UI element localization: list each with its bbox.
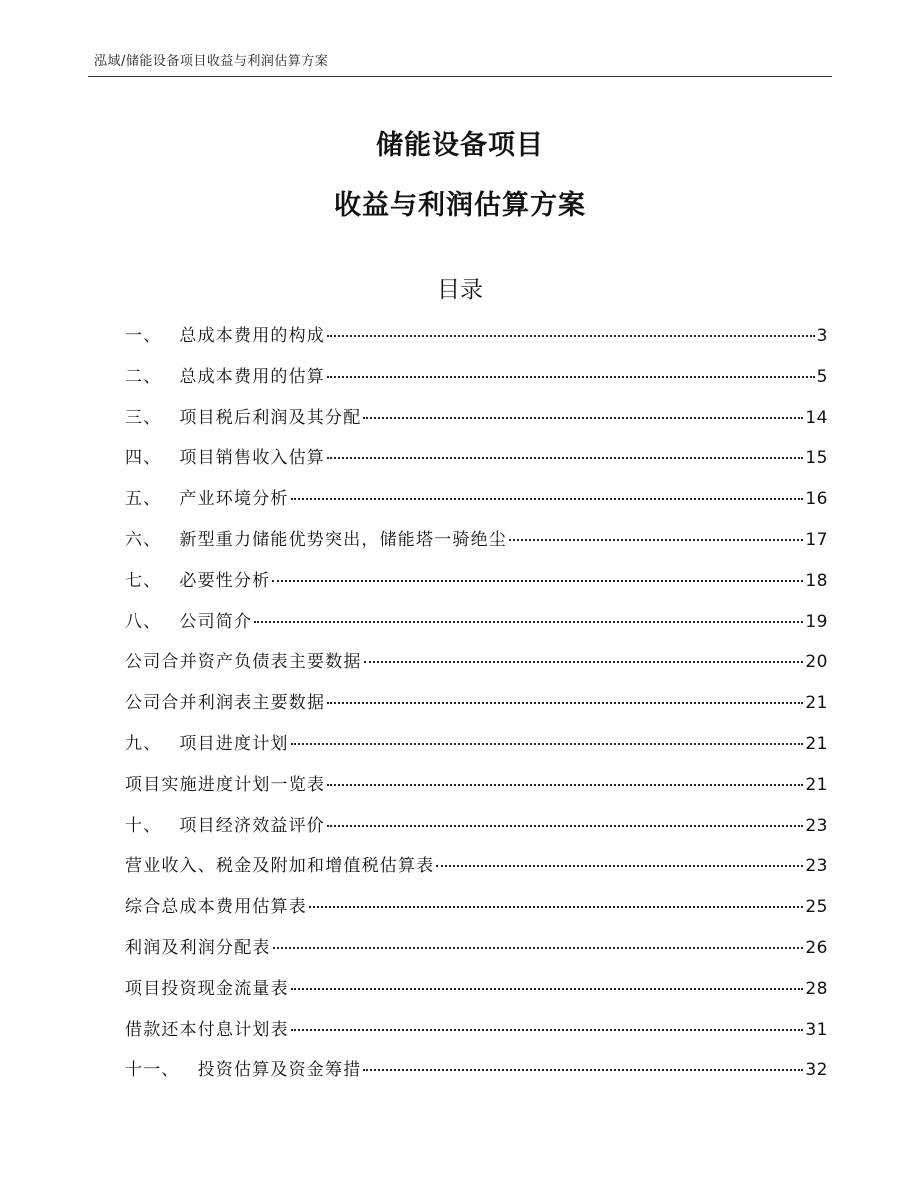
toc-entry-number: 三、 (125, 407, 162, 428)
toc-entry[interactable] (125, 688, 828, 729)
toc-dot-leader (291, 1029, 804, 1031)
toc-entry[interactable] (125, 443, 828, 484)
toc-entry-title: 公司简介 (179, 611, 253, 632)
toc-entry-title: 项目销售收入估算 (179, 448, 326, 469)
toc-dot-leader (309, 906, 803, 908)
table-of-contents (125, 321, 828, 1096)
toc-entry-title: 公司合并利润表主要数据 (125, 693, 326, 714)
toc-entry[interactable] (125, 607, 828, 648)
toc-entry-label (125, 1015, 289, 1040)
toc-entry-title: 综合总成本费用估算表 (125, 897, 307, 918)
toc-entry[interactable] (125, 1055, 828, 1096)
toc-entry-number: 十一、 (125, 1060, 180, 1081)
toc-entry-label (125, 770, 325, 795)
toc-entry-title: 利润及利润分配表 (125, 937, 271, 958)
toc-entry-title: 新型重力储能优势突出，储能塔一骑绝尘 (179, 529, 508, 550)
toc-dot-leader (327, 457, 803, 459)
toc-entry-number: 九、 (125, 733, 162, 754)
toc-entry-title: 投资估算及资金筹措 (197, 1060, 362, 1081)
toc-entry-label (125, 321, 325, 346)
toc-dot-leader (291, 743, 804, 745)
toc-entry-page: 17 (805, 529, 828, 550)
toc-entry-page: 31 (805, 1019, 828, 1040)
toc-entry-title: 项目投资现金流量表 (125, 978, 289, 999)
toc-entry-number: 五、 (125, 489, 162, 510)
toc-entry-number: 七、 (125, 570, 162, 591)
toc-entry-label (125, 443, 325, 468)
toc-entry-page: 25 (805, 897, 828, 918)
toc-entry-page: 32 (805, 1060, 828, 1081)
toc-entry-page: 23 (805, 856, 828, 877)
toc-entry-page: 20 (805, 652, 828, 673)
toc-entry-title: 必要性分析 (179, 570, 271, 591)
toc-entry[interactable] (125, 851, 828, 892)
toc-entry[interactable] (125, 403, 828, 444)
toc-dot-leader (273, 947, 804, 949)
toc-entry-label (125, 851, 434, 876)
toc-entry-number: 二、 (125, 366, 162, 387)
toc-entry-page: 26 (805, 937, 828, 958)
toc-entry-page: 28 (805, 978, 828, 999)
toc-entry-page: 19 (805, 611, 828, 632)
toc-entry-page: 23 (805, 815, 828, 836)
toc-entry-title: 产业环境分析 (179, 489, 289, 510)
toc-entry-page: 21 (805, 774, 828, 795)
toc-entry-page: 21 (805, 693, 828, 714)
toc-entry-page: 15 (805, 448, 828, 469)
toc-entry-title: 借款还本付息计划表 (125, 1019, 289, 1040)
toc-dot-leader (327, 825, 803, 827)
toc-entry-label (125, 607, 252, 632)
toc-entry-title: 项目税后利润及其分配 (179, 407, 362, 428)
toc-entry-title: 项目进度计划 (179, 733, 289, 754)
toc-entry-label (125, 933, 271, 958)
toc-entry-label (125, 1055, 361, 1080)
toc-entry[interactable] (125, 484, 828, 525)
toc-entry[interactable] (125, 1015, 828, 1056)
toc-entry[interactable] (125, 770, 828, 811)
toc-entry[interactable] (125, 892, 828, 933)
toc-dot-leader (509, 539, 803, 541)
toc-entry[interactable] (125, 566, 828, 607)
toc-entry-page: 3 (816, 326, 828, 346)
toc-entry-label (125, 688, 325, 713)
toc-dot-leader (291, 988, 804, 990)
toc-entry-label (125, 647, 362, 672)
toc-entry-label (125, 362, 325, 387)
toc-dot-leader (327, 335, 815, 337)
toc-entry-label (125, 811, 325, 836)
toc-entry-label (125, 484, 289, 509)
toc-entry-page: 18 (805, 570, 828, 591)
toc-entry-page: 5 (816, 366, 828, 387)
toc-entry-title: 总成本费用的构成 (179, 326, 326, 346)
toc-entry-label (125, 403, 361, 428)
toc-dot-leader (327, 702, 803, 704)
toc-entry-number: 八、 (125, 611, 162, 632)
toc-entry-number: 十、 (125, 815, 162, 836)
toc-entry-label (125, 566, 270, 591)
toc-dot-leader (291, 498, 804, 500)
toc-entry[interactable] (125, 933, 828, 974)
toc-dot-leader (327, 376, 815, 378)
toc-entry-label (125, 525, 507, 550)
toc-entry[interactable] (125, 811, 828, 852)
header-divider (88, 76, 832, 77)
toc-entry[interactable] (125, 729, 828, 770)
toc-entry-label (125, 974, 289, 999)
toc-entry-title: 总成本费用的估算 (179, 366, 326, 387)
document-title-line-2: 收益与利润估算方案 (334, 190, 586, 221)
toc-entry-number: 六、 (125, 529, 162, 550)
running-header: 泓域/储能设备项目收益与利润估算方案 (94, 54, 329, 69)
toc-entry-label (125, 892, 307, 917)
toc-entry-number: 一、 (125, 326, 162, 346)
toc-entry-label (125, 729, 289, 754)
toc-entry[interactable] (125, 362, 828, 403)
toc-dot-leader (363, 1069, 803, 1071)
toc-entry-title: 项目实施进度计划一览表 (125, 774, 326, 795)
toc-entry[interactable] (125, 321, 828, 362)
toc-entry-title: 公司合并资产负债表主要数据 (125, 652, 362, 673)
toc-entry-page: 16 (805, 489, 828, 510)
toc-dot-leader (327, 784, 803, 786)
toc-entry-number: 四、 (125, 448, 162, 469)
toc-heading: 目录 (437, 277, 483, 303)
toc-entry[interactable] (125, 525, 828, 566)
toc-dot-leader (364, 661, 804, 663)
toc-entry[interactable] (125, 974, 828, 1015)
toc-entry-title: 项目经济效益评价 (179, 815, 326, 836)
toc-dot-leader (272, 580, 803, 582)
toc-dot-leader (436, 865, 803, 867)
toc-entry-page: 21 (805, 733, 828, 754)
document-title-line-1: 储能设备项目 (376, 130, 544, 161)
toc-dot-leader (254, 621, 803, 623)
toc-dot-leader (363, 417, 803, 419)
toc-entry-title: 营业收入、税金及附加和增值税估算表 (125, 856, 435, 877)
toc-entry-page: 14 (805, 407, 828, 428)
toc-entry[interactable] (125, 647, 828, 688)
